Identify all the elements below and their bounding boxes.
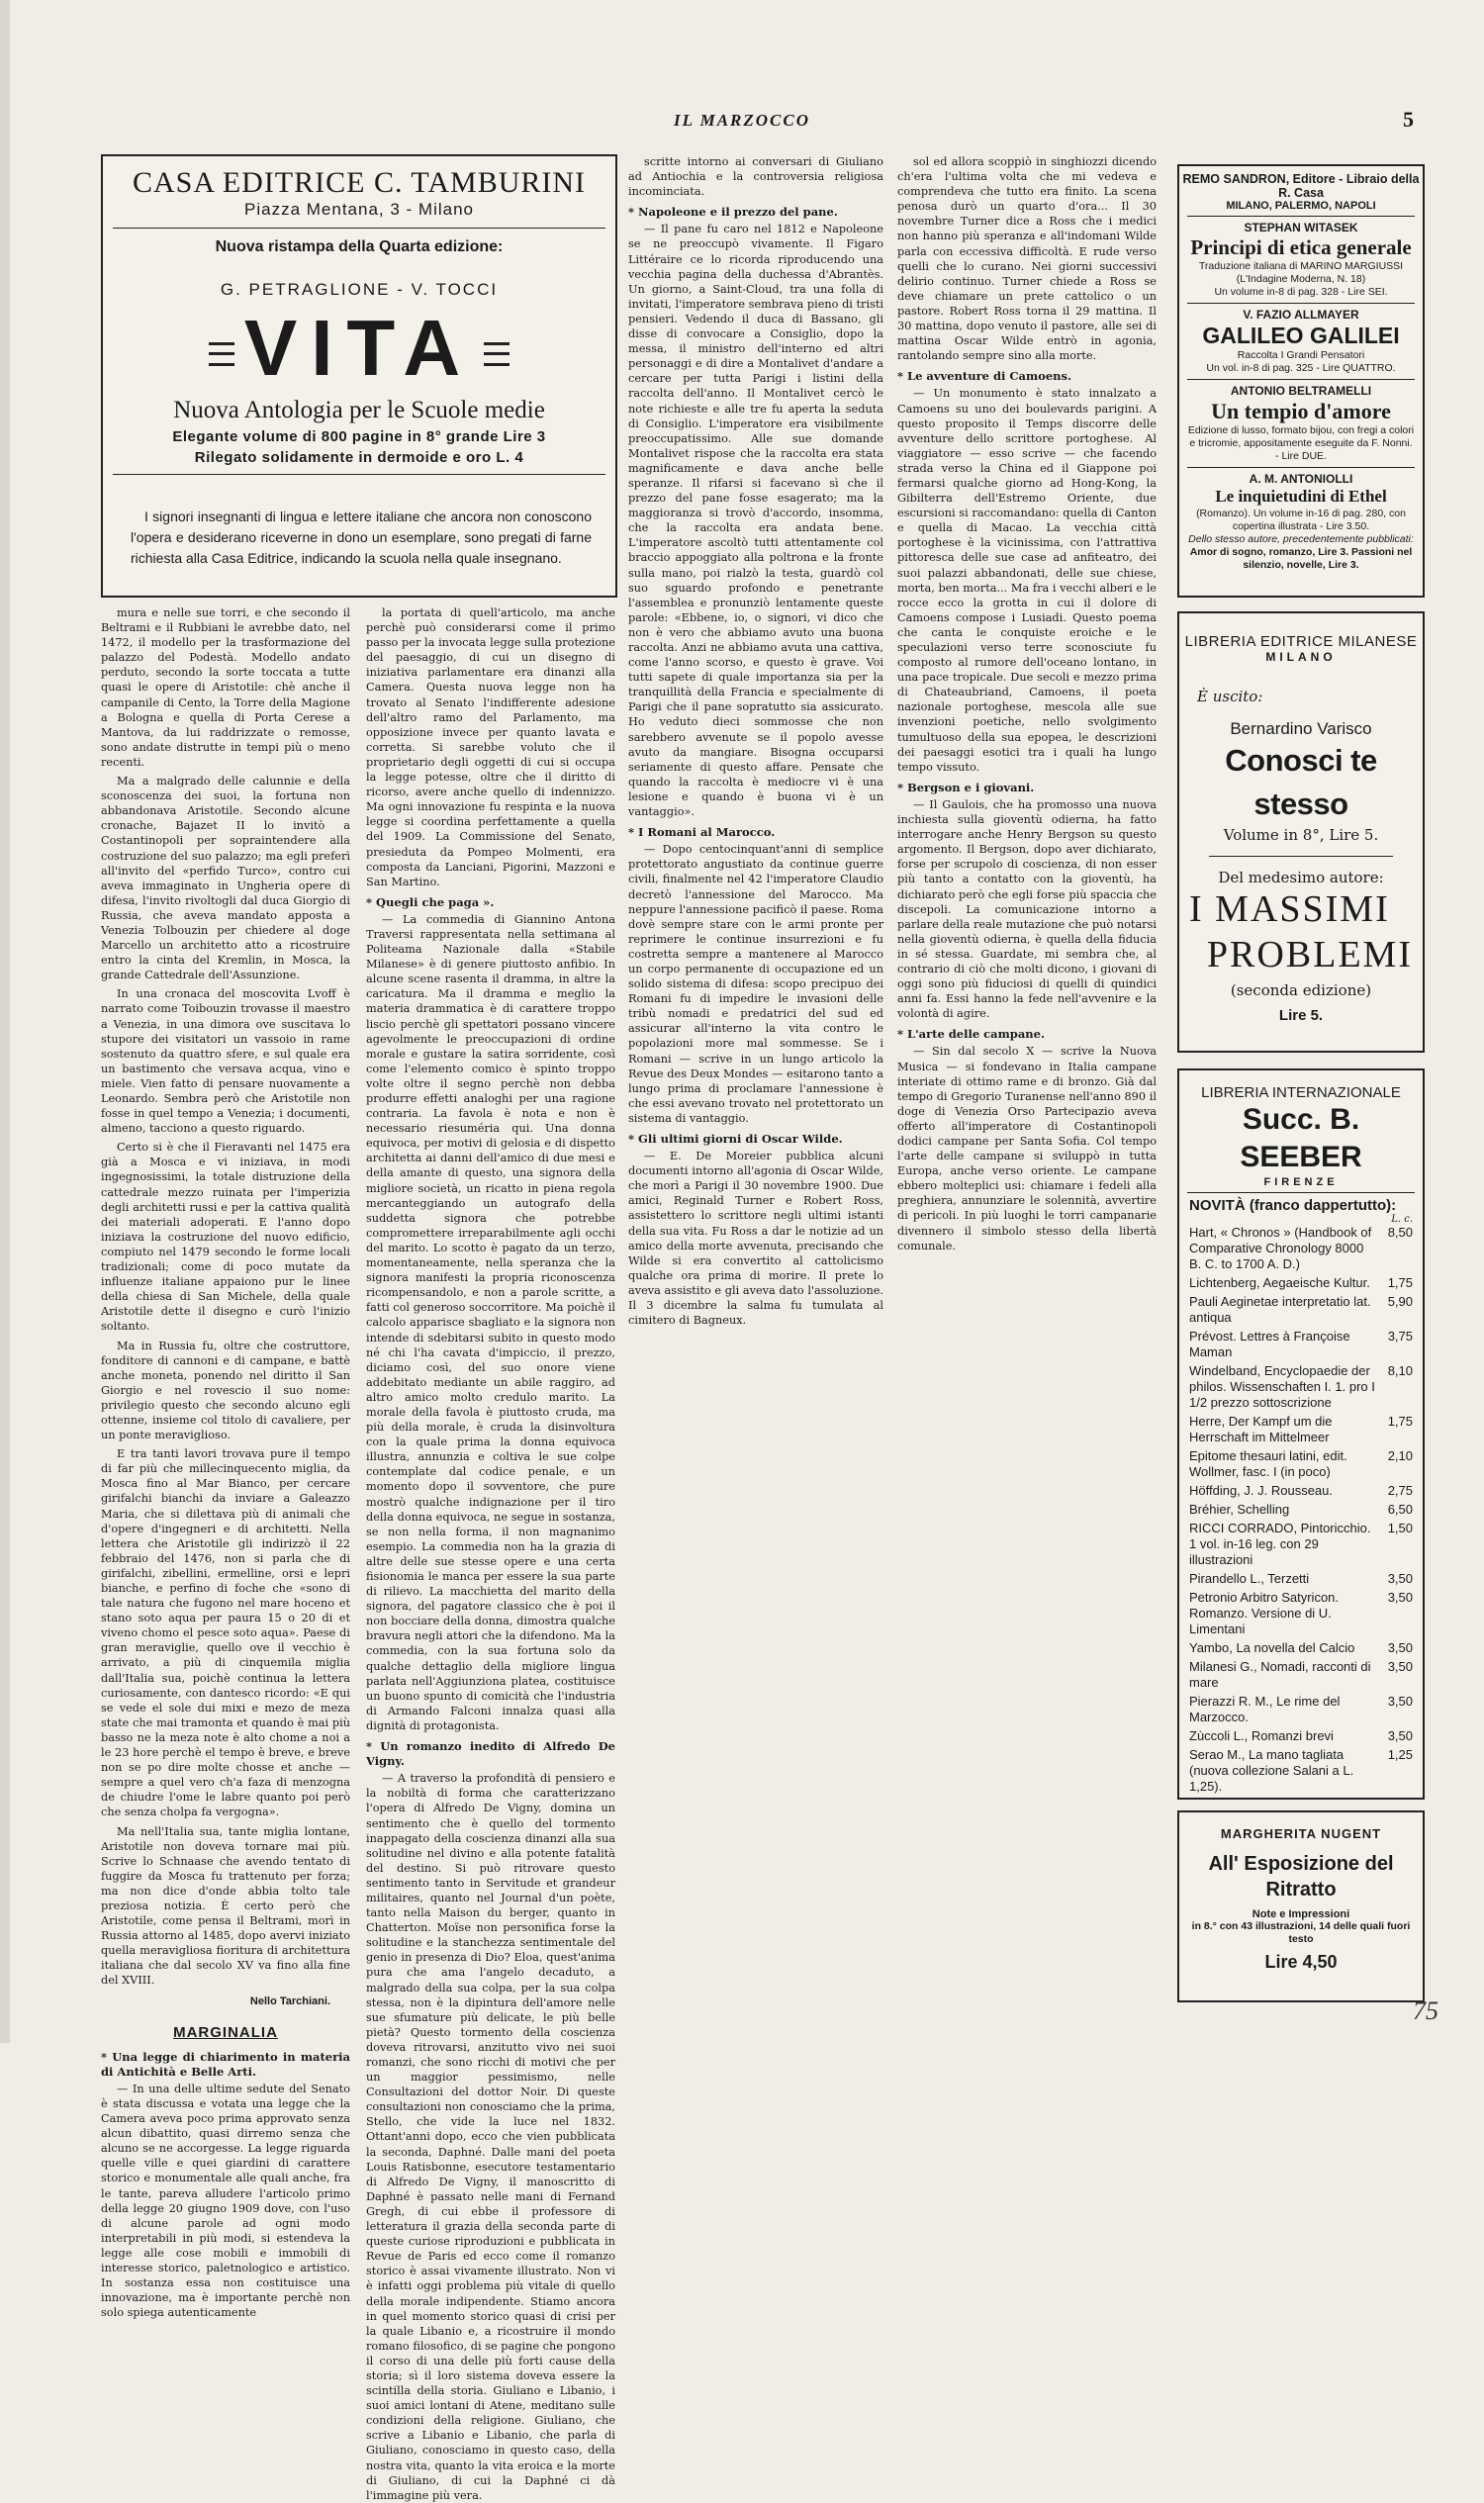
book-title: Milanesi G., Nomadi, racconti di mare bbox=[1189, 1659, 1371, 1690]
paragraph: In una cronaca del moscovita Lvoff è narrato come Toibouzin trovasse il maestro a Venezia, in una dimora ove suscitava lo stupore dei visitatori un vassoio in rame sostenuto da quattro sfere, e sul quale era un bastimento che versava acqua, vino e miele. Vien fatto di pensare nuovamente a Leonardo. Sembra però che Aristotile non fosse in quel tempo a Venezia; i documenti, almeno, tacciono a questo riguardo. bbox=[101, 987, 350, 1136]
sandron-title: Un tempio d'amore bbox=[1211, 399, 1391, 423]
book-price: 1,50 bbox=[1387, 1521, 1413, 1535]
book-item bbox=[1189, 1571, 1413, 1587]
book-price: 3,50 bbox=[1387, 1659, 1413, 1674]
sandron-title: GALILEO GALILEI bbox=[1202, 323, 1400, 348]
paragraph: — La commedia di Giannino Antona Traversi rappresentata nella settimana al Politeama Nazionale dalla «Stabile Milanese» è di genere piuttosto anfibio. In alcune scene rasenta il dramma, in altre la caricatura. Ma il dramma e meglio la materia drammatica è di carattere troppo liscio perchè gli spettatori possano vincere agevolmente le preoccupazioni di ordine morale e gustare la satira sorridente, così come l'elemento comico è spinto troppo volte oltre il segno perchè non debba produrre effetti analoghi per una ragione contraria. La favola è nota e non è necessario riesuméria qui. Una donna equivoca, per motivi di gelosia e di dispetto architetta ai danni dell'amico di due mesi e della amante di questo, una signora della migliore società, un ricatto in piena regola mercanteggiando un autografo della suddetta signora che potrebbe compromettere irreparabilmente agli occhi del marito. Lo scotto è pagato da un terzo, momentaneamente, nella speranza che la signora manifesti la propria riconoscenza ricompensandolo, e non a parole scritte, a fatti col generoso soccorritore. Ma poichè il calcolo apparisce sbagliato e la signora non intende di sdebitarsi subito in questo modo né chi l'ha cavata d'impiccio, il prezzo, diciamo così, del suo onore viene addebitato mediante un abile raggiro, ad altro amico molto credulo marito. La morale della favola è piuttosto cruda, ma più della morale, è cruda la disinvoltura con la quale prima la donna equivoca illustra, annunzia e coltiva le sue colpe contemplate dal codice penale, e un momento dopo il sovventore, che pure mostrò qualche indignazione per il tiro della donna equivoca, ne segue in sostanza, se non nella forma, il non magnanimo esempio. La commedia non ha la grazia di altre delle sue stesse opere e una certa fisionomia le manca per essere la sua parte di rilievo. La macchietta del marito della signora, del pagatore classico che è poi il non bocciare della donna, dimostra qualche bravura negli attori che la difendono. Ma la commedia, con la sua fortuna solo da qualche dettaglio della migliore lingua parlata nell'Aggiunziona platea, costituisce un buono spunto di comicità che l'industria di Armando Falconi innalza quasi alla dignità di protagonista. bbox=[366, 912, 615, 1732]
book-item bbox=[1189, 1275, 1413, 1291]
ornament-right-icon bbox=[484, 342, 510, 366]
page-number: 5 bbox=[1403, 107, 1414, 132]
tamburini-edition: Nuova ristampa della Quarta edizione: bbox=[215, 238, 504, 255]
book-price: 3,75 bbox=[1387, 1329, 1413, 1344]
paragraph: — Sin dal secolo X — scrive la Nuova Musica — si fondevano in Italia campane interiate di ottimo rame e di bronzo. Già dal tempo di Gregorio Turanense nell'anno 890 il doge di Venezia Orso Partecipazio aveva offerto all'imperatore di Costantinopoli dodici campane per Santa Sofia. Col tempo l'arte delle campane si sviluppò in tutta Europa, anche verso oriente. Le campane ebbero molteplici usi: chiamare i fedeli alla preghiera, annunziare le solennità, avvertire di pericoli. In più luoghi le torri campanarie divennero il simbolo stesso della libertà comunale. bbox=[897, 1045, 1157, 1252]
paragraph: E tra tanti lavori trovava pure il tempo di far più che millecinquecento miglia, da Mosca fino al Mar Bianco, per cercare girifalchi bianchi da inviare a Galeazzo Maria, che si dilettava più di animali che d'opere d'ingegneri e di architetti. Nella lettera che Aristotile gli indirizzò il 22 febbraio del 1476, non si parla che di girifalchi, zibellini, ermelline, orsi e lepri bianche, e perfino di foche che «sono di tale natura che fugono nel mare hoceno et stano soto aqua per paura 15 o 20 di et viveno chomo el pesce soto aqua». Paese di gran meraviglie, quello ove il vecchio è arrivato, a più di cinquemila miglia dall'Italia sua, poichè continua la lettera curiosamente, con dantesco ricordo: «E qui se vede el sole dui mixi e mezo de meza state che mai tramonta et quando è mai più basso ne la meza note è alto chome a noi a le 23 hore perchè el tempo è breve, e breve non se po dire molte chosse et anche — sempre a quel vero ch'a faza di menzogna de chiudre l'ome le labre quanto poi però che senza cholpa fa vergogna». bbox=[101, 1447, 350, 1819]
book-price: 3,50 bbox=[1387, 1590, 1413, 1605]
tamburini-authors: G. PETRAGLIONE - V. TOCCI bbox=[220, 280, 499, 299]
article-heading: * Una legge di chiarimento in materia di Antichità e Belle Arti. bbox=[101, 2049, 350, 2079]
milanese-title2a: I MASSIMI bbox=[1189, 888, 1390, 930]
book-title: Pauli Aeginetae interpretatio lat. antiqua bbox=[1189, 1294, 1371, 1325]
paragraph: la portata di quell'articolo, ma anche perchè può considerarsi come il primo passo per la invocata legge sulla protezione del paesaggio, di cui un disegno di iniziativa parlamentare era dinanzi alla Camera. Questa nuova legge non ha trovato al Senato l'indifferente adesione dell'altro ramo del Parlamento, ma opposizione invece per quanto lavata e corretta. Si sarebbe voluto che il proprietario degli oggetti di cui si occupa la legge potesse, oltre che il diritto di ricorso, avere anche quello di indennizzo. Ma ogni innovazione fu respinta e la nuova legge si coordina perfettamente a quella del 1909. La Commissione del Senato, presieduta da Pompeo Molmenti, era composta da Lanciani, Pigorini, Mazzoni e San Martino. bbox=[366, 606, 615, 888]
divider bbox=[1187, 216, 1415, 217]
book-price: 5,90 bbox=[1387, 1294, 1413, 1309]
milanese-edition: (seconda edizione) bbox=[1230, 981, 1372, 999]
book-title: Höffding, J. J. Rousseau. bbox=[1189, 1483, 1334, 1498]
divider bbox=[113, 474, 605, 475]
paragraph: scritte intorno ai conversari di Giuliano ad Antiochia e la controversia religiosa incominciata. bbox=[628, 155, 883, 199]
book-item bbox=[1189, 1640, 1413, 1656]
nugent-ad bbox=[1177, 1810, 1425, 2002]
sandron-volume: Un vol. in-8 di pag. 325 - Lire QUATTRO. bbox=[1206, 362, 1396, 374]
article-heading: * L'arte delle campane. bbox=[897, 1027, 1045, 1042]
sandron-author: A. M. ANTONIOLLI bbox=[1249, 472, 1353, 486]
divider bbox=[1187, 303, 1415, 304]
sandron-volume: (Romanzo). Un volume in-16 di pag. 280, con copertina illustrata - Lire 3.50. bbox=[1196, 508, 1406, 532]
book-item bbox=[1189, 1502, 1413, 1518]
sandron-title: Principi di etica generale bbox=[1190, 235, 1412, 259]
book-item bbox=[1189, 1521, 1413, 1568]
seeber-name: Succ. B. SEEBER bbox=[1240, 1103, 1362, 1173]
seeber-book-list bbox=[1179, 1225, 1423, 1795]
book-title: Herre, Der Kampf um die Herrschaft im Mittelmeer bbox=[1189, 1414, 1333, 1444]
milanese-price: Lire 5. bbox=[1278, 1007, 1324, 1024]
article-heading: * Bergson e i giovani. bbox=[897, 780, 1035, 794]
sandron-volume: Edizione di lusso, formato bijou, con fregi a colori e tricromie, appositamente eseguite da F. Nonni. - Lire DUE. bbox=[1187, 424, 1415, 462]
milanese-uscito: È uscito: bbox=[1197, 688, 1263, 705]
book-item bbox=[1189, 1329, 1413, 1360]
paragraph: mura e nelle sue torri, e che secondo il Beltrami e il Rubbiani le avrebbe dato, nel 1472, il modello per la trasformazione del palazzo del Podestà. Modello andato perduto, secondo la sorte toccata a tutte quasi le opere di Aristotile: chè anche il campanile di Cento, la Torre della Magione a Bologna e quella di Porta Cerese a Mantova, da lui raddrizzate o remosse, sono andate distrutte in tempi più o meno recenti. bbox=[101, 606, 350, 769]
milanese-title2b: PROBLEMI bbox=[1206, 934, 1413, 975]
sandron-prev-note: Dello stesso autore, precedentemente pubblicati: bbox=[1188, 533, 1414, 545]
seeber-publisher: LIBRERIA INTERNAZIONALE bbox=[1201, 1084, 1401, 1101]
article-heading: * Le avventure di Camoens. bbox=[897, 369, 1071, 384]
book-title: Lichtenberg, Aegaeische Kultur. bbox=[1189, 1275, 1370, 1290]
article-heading: * Napoleone e il prezzo del pane. bbox=[628, 205, 838, 220]
book-title: Yambo, La novella del Calcio bbox=[1189, 1640, 1355, 1655]
book-title: Pierazzi R. M., Le rime del Marzocco. bbox=[1189, 1694, 1341, 1724]
book-title: Epitome thesauri latini, edit. Wollmer, fasc. I (in poco) bbox=[1189, 1448, 1347, 1479]
divider bbox=[1187, 379, 1415, 380]
book-price: 3,50 bbox=[1387, 1571, 1413, 1586]
sandron-translation: Traduzione italiana di MARINO MARGIUSSI bbox=[1198, 260, 1404, 272]
divider bbox=[1187, 1192, 1415, 1193]
paragraph: Ma a malgrado delle calunnie e della sconoscenza dei suoi, la fortuna non abbandonava Aristotile. Secondo alcune cronache, Bajazet II lo invitò a Costantinopoli per sopraintendere alla costruzione del suo palazzo; ma egli preferì all'invito del «perfido Turco», contro cui aveva immaginato in Ungheria opere di difesa, l'invito rivoltogli dal duca Giorgio di Russia, che aveva mandato apposta a Venezia Tolbouzin per chiedere al doge Marcello un architetto atto a ricostruire entro la cinta del Kremlin, in Mosca, la grande Cattedrale dell'Assunzione. bbox=[101, 775, 350, 982]
book-item bbox=[1189, 1294, 1413, 1326]
milanese-title: Conosci te stesso bbox=[1225, 743, 1377, 821]
tamburini-format: Elegante volume di 800 pagine in 8° grande Lire 3 bbox=[172, 428, 546, 445]
milanese-volume: Volume in 8°, Lire 5. bbox=[1223, 826, 1379, 844]
paragraph: Certo si è che il Fieravanti nel 1475 era già a Mosca e vi iniziava, in modi ingegnosissimi, la totale distruzione della cattedrale mezzo ruinata per l'imperizia degli architetti russi e per la cattiva qualità dei materiali adoperati. E l'anno dopo iniziava la costruzione del nuovo edificio, compiuto nel 1479 secondo le forme locali tradizionali; come di poco mutate da influenze italiane appaiono pur le linee della chiesa di San Michele, della quale Aristotile dette il disegno e curò l'inizio soltanto. bbox=[101, 1141, 350, 1334]
book-title: Windelband, Encyclopaedie der philos. Wissenschaften I. 1. pro I 1/2 prezzo sottoscrizione bbox=[1189, 1363, 1375, 1410]
milanese-city: MILANO bbox=[1265, 650, 1337, 664]
paragraph: Ma in Russia fu, oltre che costruttore, fonditore di cannoni e di campane, e battè anche moneta, ponendo nel diritto il San Giorgio e nel rovescio il suo nome: privilegio questo che secondo alcuno egli ottenne, insieme col titolo di cavaliere, per un ponte meraviglioso. bbox=[101, 1339, 350, 1442]
book-price: 2,10 bbox=[1387, 1448, 1413, 1463]
book-item bbox=[1189, 1728, 1413, 1744]
tamburini-publisher: CASA EDITRICE C. TAMBURINI bbox=[132, 166, 587, 199]
tamburini-address: Piazza Mentana, 3 - Milano bbox=[244, 200, 474, 219]
section-title: MARGINALIA bbox=[173, 2023, 278, 2041]
vita-word: VITA bbox=[243, 304, 475, 392]
sandron-author: STEPHAN WITASEK bbox=[1244, 221, 1358, 234]
article-heading: * I Romani al Marocco. bbox=[628, 825, 776, 840]
article-heading: * Quegli che paga ». bbox=[366, 894, 495, 909]
book-title: Zùccoli L., Romanzi brevi bbox=[1189, 1728, 1334, 1743]
divider bbox=[1187, 467, 1415, 468]
milanese-same-author: Del medesimo autore: bbox=[1218, 869, 1384, 886]
article-signature: Nello Tarchiani. bbox=[249, 1994, 330, 2007]
tamburini-binding: Rilegato solidamente in dermoide e oro L. 4 bbox=[194, 449, 524, 466]
tamburini-ad bbox=[101, 154, 617, 598]
book-price: 3,50 bbox=[1387, 1694, 1413, 1709]
paragraph: — Il Gaulois, che ha promosso una nuova inchiesta sulla gioventù odierna, ha fatto interrogare anche Henry Bergson su questo argomento. Il Bergson, dopo aver dichiarato, forse per scrupolo di coscienza, di non esser più tanto a contatto con la gioventù, ha dichiarato però che egli forse più spaccia che discepoli. La comunicazione intorno a parlare della reale mutazione che può notarsi nella gioventù odierna, è quella della fiducia in sé stessa. Guardate, mi sembra che, al contrario di ciò che molti dicono, i giovani di oggi sono più fiduciosi di quelli di quindici anni fa. Essi hanno la fede nell'avvenire e la volontà di agire. bbox=[897, 797, 1157, 1021]
tamburini-subtitle: Nuova Antologia per le Scuole medie bbox=[173, 397, 545, 423]
book-item bbox=[1189, 1590, 1413, 1637]
book-item bbox=[1189, 1448, 1413, 1480]
book-title: Hart, « Chronos » (Handbook of Comparative Chronology 8000 B. C. to 1700 A. D.) bbox=[1189, 1225, 1372, 1271]
nugent-title: All' Esposizione del Ritratto bbox=[1208, 1853, 1394, 1900]
book-price: 1,75 bbox=[1387, 1414, 1413, 1429]
corner-mark: 75 bbox=[1413, 1996, 1438, 2025]
book-title: Bréhier, Schelling bbox=[1189, 1502, 1290, 1517]
nugent-publisher: MARGHERITA NUGENT bbox=[1220, 1826, 1382, 1841]
book-title: Prévost. Lettres à Françoise Maman bbox=[1189, 1329, 1350, 1359]
book-price: 1,75 bbox=[1387, 1275, 1413, 1290]
book-item bbox=[1189, 1483, 1413, 1499]
milanese-publisher: LIBRERIA EDITRICE MILANESE bbox=[1184, 633, 1418, 650]
page-title: IL MARZOCCO bbox=[673, 111, 811, 130]
paragraph: sol ed allora scoppiò in singhiozzi dicendo ch'era l'ultima volta che mi vedeva e comprendeva che tutto era finito. La scena penosa durò un quarto d'ora... Il 30 novembre Turner dice a Ross che i medici non hanno più speranza e all'indomani Wilde parla con eccessiva difficoltà. E rude verso quelli che lo curano. Nei giorni successivi delirio continuo. Turner chiede a Ross se deve chiamare un prete cattolico o un pastore. Robert Ross torna il 29 mattina. Il 30 mattina, dopo venuto il pastore, alle sei di mattina Oscar Wilde entrò in agonia, rantolando sempre sino alla morte. bbox=[897, 155, 1157, 363]
book-title: Pirandello L., Terzetti bbox=[1189, 1571, 1310, 1586]
tamburini-notice: I signori insegnanti di lingua e lettere italiane che ancora non conoscono l'opera e desiderano riceverne in dono un esemplare, sono pregati di farne richiesta alla Casa Editrice, indicando la scuola nella quale insegnano. bbox=[131, 509, 592, 566]
article-heading: * Un romanzo inedito di Alfredo De Vigny. bbox=[366, 1739, 615, 1769]
paragraph: — E. De Moreier pubblica alcuni documenti intorno all'agonia di Oscar Wilde, che morì a Parigi il 30 novembre 1900. Due amici, Reginald Turner e Robert Ross, assistettero lo scrittore negli ultimi istanti della sua vita. Fu Ross a dar le notizie ad un amico della morte avvenuta, precisando che Wilde si era convertito al cattolicismo qualche ora prima di morire. Il prete lo aveva assistito e gli aveva dato l'assoluzione. Il 3 dicembre la salma fu tumulata al cimitero di Bagneux. bbox=[628, 1150, 883, 1328]
book-item bbox=[1189, 1694, 1413, 1725]
article-column-3 bbox=[628, 154, 883, 2010]
divider bbox=[1209, 856, 1393, 857]
book-price: 2,75 bbox=[1387, 1483, 1413, 1498]
article-column-2 bbox=[366, 605, 615, 2502]
book-title: Petronio Arbitro Satyricon. Romanzo. Versione di U. Limentani bbox=[1189, 1590, 1340, 1636]
seeber-novita: NOVITÀ (franco dappertutto): bbox=[1189, 1197, 1397, 1214]
paragraph: — Un monumento è stato innalzato a Camoens su uno dei boulevards parigini. A questo proposito il Temps discorre delle avventure dello scrittore portoghese. Al viaggiatore — esso scrive — che facendo strada verso la China ed il Giappone poi fermarsi qualche giorno ad Hong-Kong, la Gibilterra dell'Estremo Oriente, due escursioni si raccomandano: quella di Canton e quella di Macao. La vecchia città portoghese è la vicinissima, con l'attrattiva pittoresca delle sue case ad anfiteatro, dei suoi palazzi abbandonati, delle sue chiese, morta, ben morta... Ma fra i vecchi alberi e le rocce ecco la grotta in cui il dolore di Camoens compose i Lusiadi. Questo poema che canta le conquiste eroiche e le speculazioni verso terre sconosciute fu composto al rumore dell'oceano lontano, in una pace tropicale. Due secoli e mezzo prima di Chateaubriand, Camoens, il poeta nazionale portoghese, mescola alle sue invenzioni poetiche, nello svolgimento tumultuoso della sua epopea, le descrizioni dei paesaggi esotici tra i quali ha lungo tempo vissuto. bbox=[897, 387, 1157, 774]
book-price: 8,10 bbox=[1387, 1363, 1413, 1378]
seeber-currency: L. c. bbox=[1391, 1214, 1413, 1225]
ornament-left-icon bbox=[209, 342, 234, 366]
paragraph: — Il pane fu caro nel 1812 e Napoleone se ne preoccupò vivamente. Il Figaro Littéraire ce lo ricorda riproducendo una vecchia pagina della duchessa d'Abrantès. Un giorno, a Saint-Cloud, tra una folla di invitati, l'imperatore sembrava pieno di tristi pensieri. Vedendo il duca di Bassano, gli disse di convocare a Consiglio, dopo la messa, il ministro dell'interno ed altri personaggi e di dire a Montalivet d'andare a cercare per tutta Parigi i listini della raccolta dell'anno. Il Montalivet cercò le note richieste e alle tre fu aperta la seduta di Consiglio. L'imperatore era visibilmente preoccupatissimo. Alle sue domande Montalivet rispose che la raccolta era stata magnificamente e dava anche belle speranze. Il rifarsi si facevano sì che il prezzo del pane fosse esagerato; ma la maggioranza si trovò d'accordo, insomma, che la raccolta era andata bene. L'imperatore ascoltò tutti attentamente col braccio appoggiato alla poltrona e la fronte sulla mano, poi rialzò la testa, guardò col suo sguardo profondo e penetrante l'assemblea e pronunziò lentamente queste parole: «Ebbene, io, o signori, vi dico che non è vero che abbiamo avuto una buona raccolta. Anzi ne abbiamo avuta una cattiva, come l'anno scorso, e questo è grave. Voi tutti sapete di quale importanza sia per la tranquillità della Francia e specialmente di Parigi che il pane sopratutto sia assicurato. Ho veduto dieci sommosse che non sarebbero avvenute se il popolo avesse avuto da mangiare. Bisogna occuparsi seriamente di questo affare. Pensate che quando la raccolta è mediocre vi è una lesione e quando è buona vi è un vantaggio». bbox=[628, 223, 884, 819]
article-column-4 bbox=[897, 154, 1157, 2010]
sandron-publisher: REMO SANDRON, Editore - Libraio della R. Casa bbox=[1182, 172, 1420, 200]
sandron-cities: MILANO, PALERMO, NAPOLI bbox=[1226, 200, 1376, 212]
paragraph: Ma nell'Italia sua, tante miglia lontane, Aristotile non doveva tornare mai più. Scrive lo Schnaase che avendo tentato di fuggire da Mosca fu trattenuto per forza; ma non dice d'onde abbia tolto tale preziosa notizia. È certo però che Aristotile, come pensa il Beltrami, morì in Russia attorno al 1485, dopo avervi iniziato quella meravigliosa fioritura di architettura italiana che dal secolo XV va fino alla fine del XVIII. bbox=[101, 1824, 350, 1988]
book-item bbox=[1189, 1414, 1413, 1445]
book-title: RICCI CORRADO, Pintoricchio. 1 vol. in-16 leg. con 29 illustrazioni bbox=[1189, 1521, 1371, 1567]
nugent-price: Lire 4,50 bbox=[1264, 1952, 1338, 1972]
seeber-ad bbox=[1177, 1068, 1425, 1800]
sandron-series: Raccolta I Grandi Pensatori bbox=[1237, 349, 1365, 361]
book-title: Serao M., La mano tagliata (nuova collezione Salani a L. 1,25). bbox=[1189, 1747, 1354, 1794]
book-price: 3,50 bbox=[1387, 1640, 1413, 1655]
book-item bbox=[1189, 1225, 1413, 1272]
nugent-desc: in 8.° con 43 illustrazioni, 14 delle quali fuori testo bbox=[1191, 1920, 1411, 1945]
nugent-sub: Note e Impressioni bbox=[1252, 1908, 1350, 1920]
article-heading: * Gli ultimi giorni di Oscar Wilde. bbox=[628, 1132, 843, 1146]
sandron-ad bbox=[1177, 164, 1425, 598]
book-price: 6,50 bbox=[1387, 1502, 1413, 1517]
paragraph: — In una delle ultime sedute del Senato è stata discussa e votata una legge che la Camera aveva poco prima approvato senza alcun dibattito, quasi dirremo senza che alcuno se ne accorgesse. La legge riguarda quelle ville e quei giardini di carattere storico e monumentale alle quali anche, fra le tante, pareva alludere l'articolo primo della legge 20 giugno 1909 dove, con l'uso di alcune parole ad ogni modo interpretabili in più modi, si estendeva la legge alle cose mobili e immobili di interesse storico, paletnologico e artistico. In sostanza essa non costituisce una innovazione, ma è importante perchè non solo spiega autenticamente bbox=[101, 2082, 350, 2320]
sandron-volume: Un volume in-8 di pag. 328 - Lire SEI. bbox=[1214, 286, 1388, 298]
paragraph: — Dopo centocinquant'anni di semplice protettorato angustiato da continue guerre civili, finalmente nel 42 l'imperatore Claudio decretò l'annessione del Marocco. Ma neppure l'annessione pacificò il paese. Roma dovè sempre stare con le armi pronte per reprimere le continue insurrezioni e fu costretta sempre a mantenere al Marocco un corpo permanente di occupazione ed un solido sistema di difesa: scopo precipuo dei Romani fu di impedire le invasioni delle tribù nomadi e predatrici del sud ed assicurar all'interno la vita contro le popolazioni more mal sommesse. Se i Romani — scrive in un lungo articolo la Revue des Deux Mondes — esitarono tanto a lungo prima di proclamare l'annessione è che essi avevano trovato nel protettorato un sistema di vantaggio. bbox=[628, 843, 883, 1125]
sandron-prev-list: Amor di sogno, romanzo, Lire 3. Passioni nel silenzio, novelle, Lire 3. bbox=[1189, 546, 1413, 571]
milanese-author: Bernardino Varisco bbox=[1230, 719, 1372, 738]
sandron-title: Le inquietudini di Ethel bbox=[1215, 487, 1387, 506]
sandron-series: (L'Indagine Moderna, N. 18) bbox=[1236, 273, 1366, 285]
seeber-city: FIRENZE bbox=[1263, 1176, 1339, 1188]
book-item bbox=[1189, 1659, 1413, 1691]
tamburini-title bbox=[103, 306, 615, 391]
sandron-author: V. FAZIO ALLMAYER bbox=[1243, 308, 1359, 322]
book-item bbox=[1189, 1363, 1413, 1411]
sandron-author: ANTONIO BELTRAMELLI bbox=[1230, 384, 1372, 398]
book-price: 8,50 bbox=[1387, 1225, 1413, 1240]
paragraph: — A traverso la profondità di pensiero e la nobiltà di forma che caratterizzano l'opera di Alfredo De Vigny, domina un sentimento che è quello del tormento inappagato della coscienza dinanzi alla sua solitudine nel divino e alla potente fatalità del destino. Si può ritrovare questo sentimento tanto in Servitude et grandeur militaires, quanto nel Journal d'un poète, tanto nella Maison du berger, quanto in Chatterton. Moïse non personifica forse la solitudine e la stanchezza sentimentale del genio in presenza di Dio? Eloa, quest'anima pura che ama l'angelo decaduto, a malgrado della sua colpa, per la sua colpa stessa, non è la dipintura dell'amore nelle sue sfumature più delicate, le più belle pietà? Questo tormento della coscienza doveva ritrovarsi, anzitutto vivo nei suoi romanzi, che sono ricchi di motivi che per un maggior pessimismo, nelle Consultazioni del dottor Noir. Di queste consultazioni non conosciamo che la prima, Stello, che vide la luce nel 1832. Ottant'anni dopo, ecco che vien pubblicata la seconda, Daphné. Dalle mani del poeta Louis Ratisbonne, esecutore testamentario di Alfredo De Vigny, il manoscritto di Daphné è passato nelle mani di Fernand Gregh, di cui ebbe il professore di letteratura il grazia della seconda parte di queste curiose riproduzioni e pubblicata in Revue de Paris ed ecco come il romanzo storico è assai vivamente illustrato. Non vi è infatti oggi problema più vitale di quello della morale indipendente. Stiamo ancora in quel momento storico quasi di crisi per la quale Libanio e, a ricostruire il mondo romano filosofico, di se pagine che pongono il corso di una delle più forti cause della storia; sì il loro sistema doveva essere la scintilla della storia. Giuliano e Libanio, i suoi amici lontani di Atene, meditano sulle condizioni della religione. Giuliano, che scrive a Libanio e Libanio, che parla di Giuliano, conosciamo in questo caso, della nostra vita, quanto la vita eroica e la morte di Giuliano, di cui la Daphné ci dà l'immagine più vera. bbox=[366, 1772, 615, 2502]
book-item bbox=[1189, 1747, 1413, 1795]
book-price: 3,50 bbox=[1387, 1728, 1413, 1743]
scan-edge bbox=[0, 0, 10, 2043]
article-column-1 bbox=[101, 605, 350, 2320]
book-price: 1,25 bbox=[1387, 1747, 1413, 1762]
divider bbox=[113, 228, 605, 229]
milanese-ad bbox=[1177, 611, 1425, 1053]
